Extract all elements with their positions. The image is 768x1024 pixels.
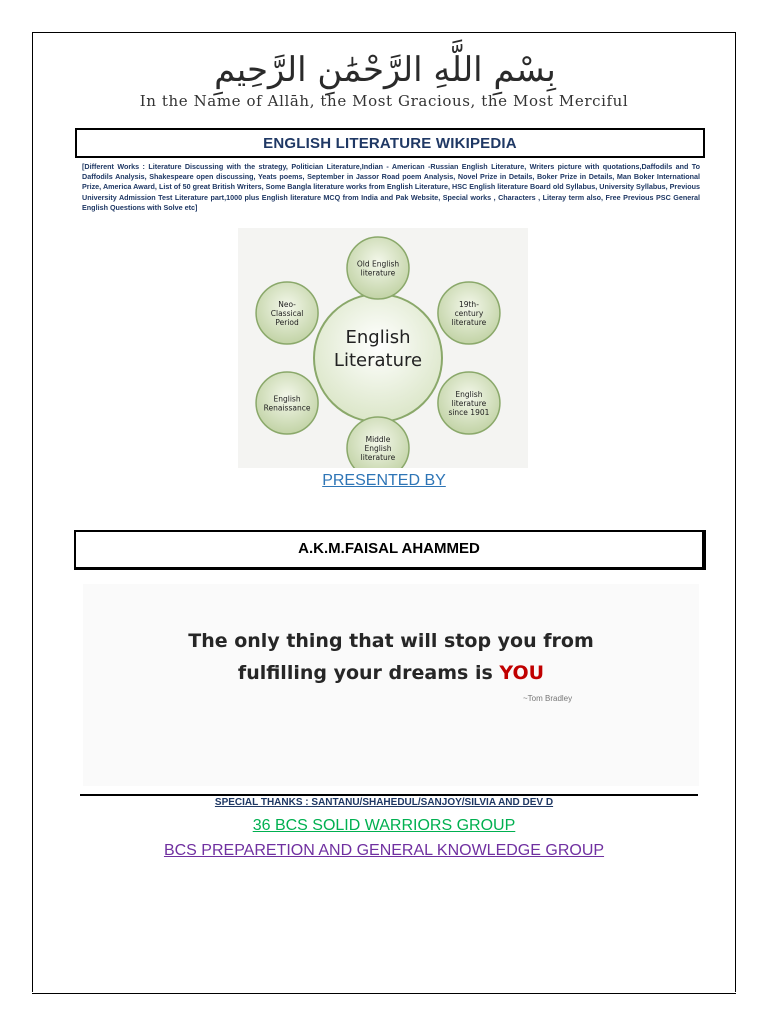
- diagram-node-label: English: [455, 390, 483, 399]
- diagram-node-label: Classical: [270, 309, 304, 318]
- bismillah-translation: In the Name of Allāh, the Most Gracious, the Most Merciful: [139, 92, 629, 110]
- group-link-bcs-preparation[interactable]: BCS PREPARETION AND GENERAL KNOWLEDGE GROUP: [163, 842, 605, 859]
- diagram-node-label: since 1901: [448, 408, 490, 417]
- diagram-node-label: English: [273, 394, 301, 404]
- quote-image: [83, 584, 699, 786]
- author-box: [74, 530, 706, 570]
- diagram-node-label: century: [454, 309, 484, 318]
- diagram-node-label: Neo-: [278, 300, 296, 309]
- diagram-node-label: literature: [451, 318, 487, 327]
- bismillah-calligraphy: بِسْمِ اللَّهِ الرَّحْمَٰنِ الرَّحِيمِ: [214, 50, 556, 90]
- group-link-36-bcs[interactable]: 36 BCS SOLID WARRIORS GROUP: [252, 817, 516, 834]
- diagram-node-label: literature: [451, 399, 487, 408]
- diagram-node-label: literature: [360, 268, 396, 278]
- quote-line-1: The only thing that will stop you from: [188, 630, 594, 652]
- presented-by-label: PRESENTED BY: [322, 472, 446, 489]
- diagram-node-label: Middle: [365, 435, 391, 444]
- diagram-node-label: English: [364, 444, 392, 453]
- quote-line-2-text: fulfilling your dreams is: [237, 662, 500, 684]
- title-box: [75, 128, 705, 158]
- description-text: [Different Works : Literature Discussing with the strategy, Politician Literature,Indian - American -Russian English Literature, Writers picture with quotations,Daffodils and To Daffodils Analysis, Shakespeare open discussing, Yeats poems, September in Jassor Road poem Analysis, Novel Prize in Details, Boker Prize in Details, Man Boker International Prize, America Award, List of 50 great British Writers, Some Bangla literature works from English Literature, HSC English literature Board old Syllabus, University Syllabus, Previous University Admission Test Literature part,1000 plus English literature MCQ from India and Pak Website, Special works , Characters , Literay term also, Free Previous PSC General English Questions with Solve etc]: [82, 162, 700, 212]
- special-thanks: SPECIAL THANKS : SANTANU/SHAHEDUL/SANJOY/SILVIA AND DEV D: [214, 797, 554, 808]
- diagram-node-label: Renaissance: [263, 403, 311, 413]
- center-label-2: Literature: [333, 350, 423, 371]
- author-name: A.K.M.FAISAL AHAMMED: [298, 540, 480, 557]
- diagram-node-label: Old English: [356, 259, 400, 269]
- diagram-node-label: Period: [275, 318, 299, 327]
- divider: [80, 794, 698, 796]
- center-label-1: English: [345, 327, 411, 348]
- diagram-node-label: 19th-: [458, 300, 479, 309]
- quote-highlight: YOU: [499, 662, 545, 684]
- quote-author: ~Tom Bradley: [523, 694, 573, 703]
- quote-line-2: [83, 662, 699, 684]
- literature-diagram: [238, 228, 528, 468]
- diagram-node-label: literature: [360, 453, 396, 462]
- page-title: ENGLISH LITERATURE WIKIPEDIA: [263, 135, 517, 152]
